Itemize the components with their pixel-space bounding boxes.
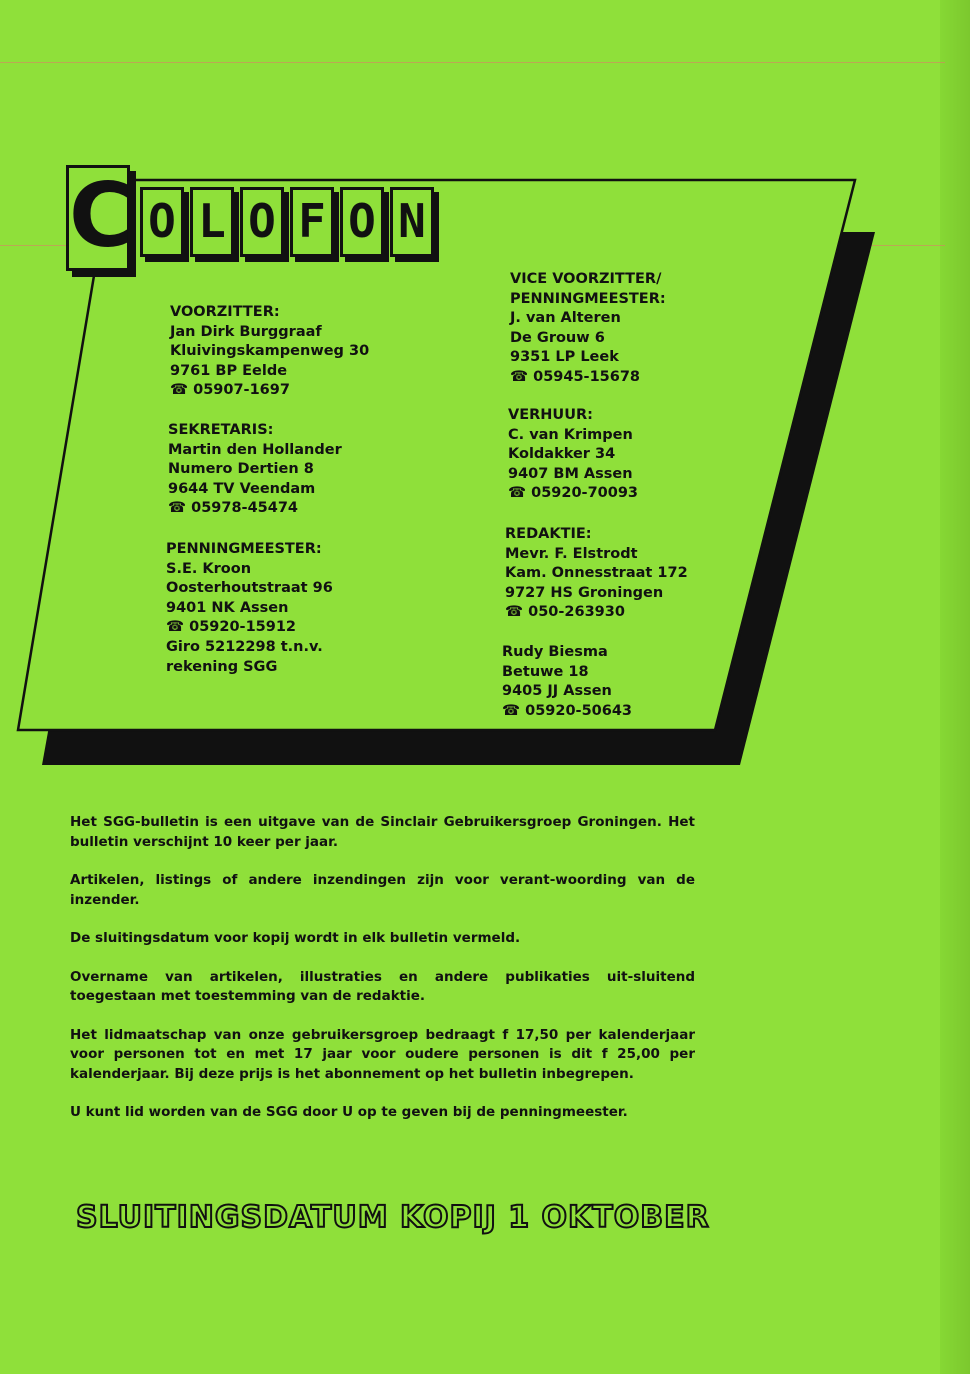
block-heading: PENNINGMEESTER:: [166, 541, 322, 557]
block-line: 9727 HS Groningen: [505, 584, 664, 601]
title-letter: L: [190, 187, 234, 257]
colofon-title: [66, 165, 440, 271]
penningmeester-block: [166, 540, 333, 677]
vice-voorzitter-block: [510, 270, 666, 388]
paragraph: U kunt lid worden van de SGG door U op te geven bij de penningmeester.: [70, 1104, 628, 1120]
paragraph: Het SGG-bulletin is een uitgave van de Sinclair Gebruikersgroep Groningen. Het bulletin verschijnt 10 keer per jaar.: [70, 814, 695, 850]
block-line: ☎ 05920-15912: [166, 619, 297, 636]
block-line: rekening SGG: [166, 658, 278, 675]
redaktie-second-block: [502, 643, 632, 721]
block-line: Numero Dertien 8: [168, 461, 314, 478]
block-line: Rudy Biesma: [502, 644, 608, 660]
block-line: ☎ 050-263930: [505, 604, 625, 621]
title-letter: N: [390, 187, 434, 257]
paragraph: Het lidmaatschap van onze gebruikersgroep bedraagt f 17,50 per kalenderjaar voor personen tot en met 17 jaar voor oudere personen is dit f 25,00 per kalenderjaar. Bij deze prijs is het abonnement op het bulletin inbegrepen.: [70, 1026, 695, 1082]
block-line: ☎ 05907-1697: [170, 382, 290, 399]
info-text: [70, 813, 695, 1142]
deadline-banner: SLUITINGSDATUM KOPIJ 1 OKTOBER: [76, 1200, 710, 1235]
block-heading: REDAKTIE:: [505, 526, 592, 542]
paragraph: Artikelen, listings of andere inzendingen zijn voor verant-woording van de inzender.: [70, 872, 695, 908]
block-line: 9405 JJ Assen: [502, 683, 612, 700]
block-line: 9644 TV Veendam: [168, 480, 316, 497]
block-heading: VERHUUR:: [508, 407, 593, 423]
block-line: Koldakker 34: [508, 446, 616, 463]
block-line: 9401 NK Assen: [166, 599, 289, 616]
title-letter: O: [240, 187, 284, 257]
voorzitter-block: [170, 303, 369, 401]
block-line: ☎ 05978-45474: [168, 500, 299, 517]
verhuur-block: [508, 406, 638, 504]
block-line: 9761 BP Eelde: [170, 362, 288, 379]
block-line: Martin den Hollander: [168, 441, 342, 458]
block-line: Kluivingskampenweg 30: [170, 343, 370, 360]
block-line: C. van Krimpen: [508, 426, 633, 443]
title-letter: F: [290, 187, 334, 257]
paragraph: De sluitingsdatum voor kopij wordt in elk bulletin vermeld.: [70, 930, 521, 946]
block-line: De Grouw 6: [510, 329, 605, 346]
block-line: Oosterhoutstraat 96: [166, 580, 333, 597]
paragraph: Overname van artikelen, illustraties en andere publikaties uit-sluitend toegestaan met toestemming van de redaktie.: [70, 968, 695, 1004]
title-letter: O: [340, 187, 384, 257]
sekretaris-block: [168, 421, 342, 519]
block-heading: SEKRETARIS:: [168, 422, 274, 438]
block-line: Mevr. F. Elstrodt: [505, 545, 638, 562]
block-line: Jan Dirk Burggraaf: [170, 323, 322, 340]
block-line: Giro 5212298 t.n.v.: [166, 638, 323, 655]
block-heading: VOORZITTER:: [170, 304, 280, 320]
block-line: J. van Alteren: [510, 310, 621, 327]
block-line: ☎ 05945-15678: [510, 368, 641, 385]
block-line: Betuwe 18: [502, 663, 589, 680]
block-line: 9407 BM Assen: [508, 465, 633, 482]
title-letter: O: [140, 187, 184, 257]
block-line: S.E. Kroon: [166, 560, 252, 577]
block-line: ☎ 05920-70093: [508, 485, 639, 502]
redaktie-block: [505, 525, 688, 623]
block-line: 9351 LP Leek: [510, 349, 619, 366]
block-line: Kam. Onnesstraat 172: [505, 565, 688, 582]
block-heading: VICE VOORZITTER/ PENNINGMEESTER:: [510, 271, 666, 307]
block-line: ☎ 05920-50643: [502, 702, 633, 719]
title-letter: C: [66, 165, 130, 271]
